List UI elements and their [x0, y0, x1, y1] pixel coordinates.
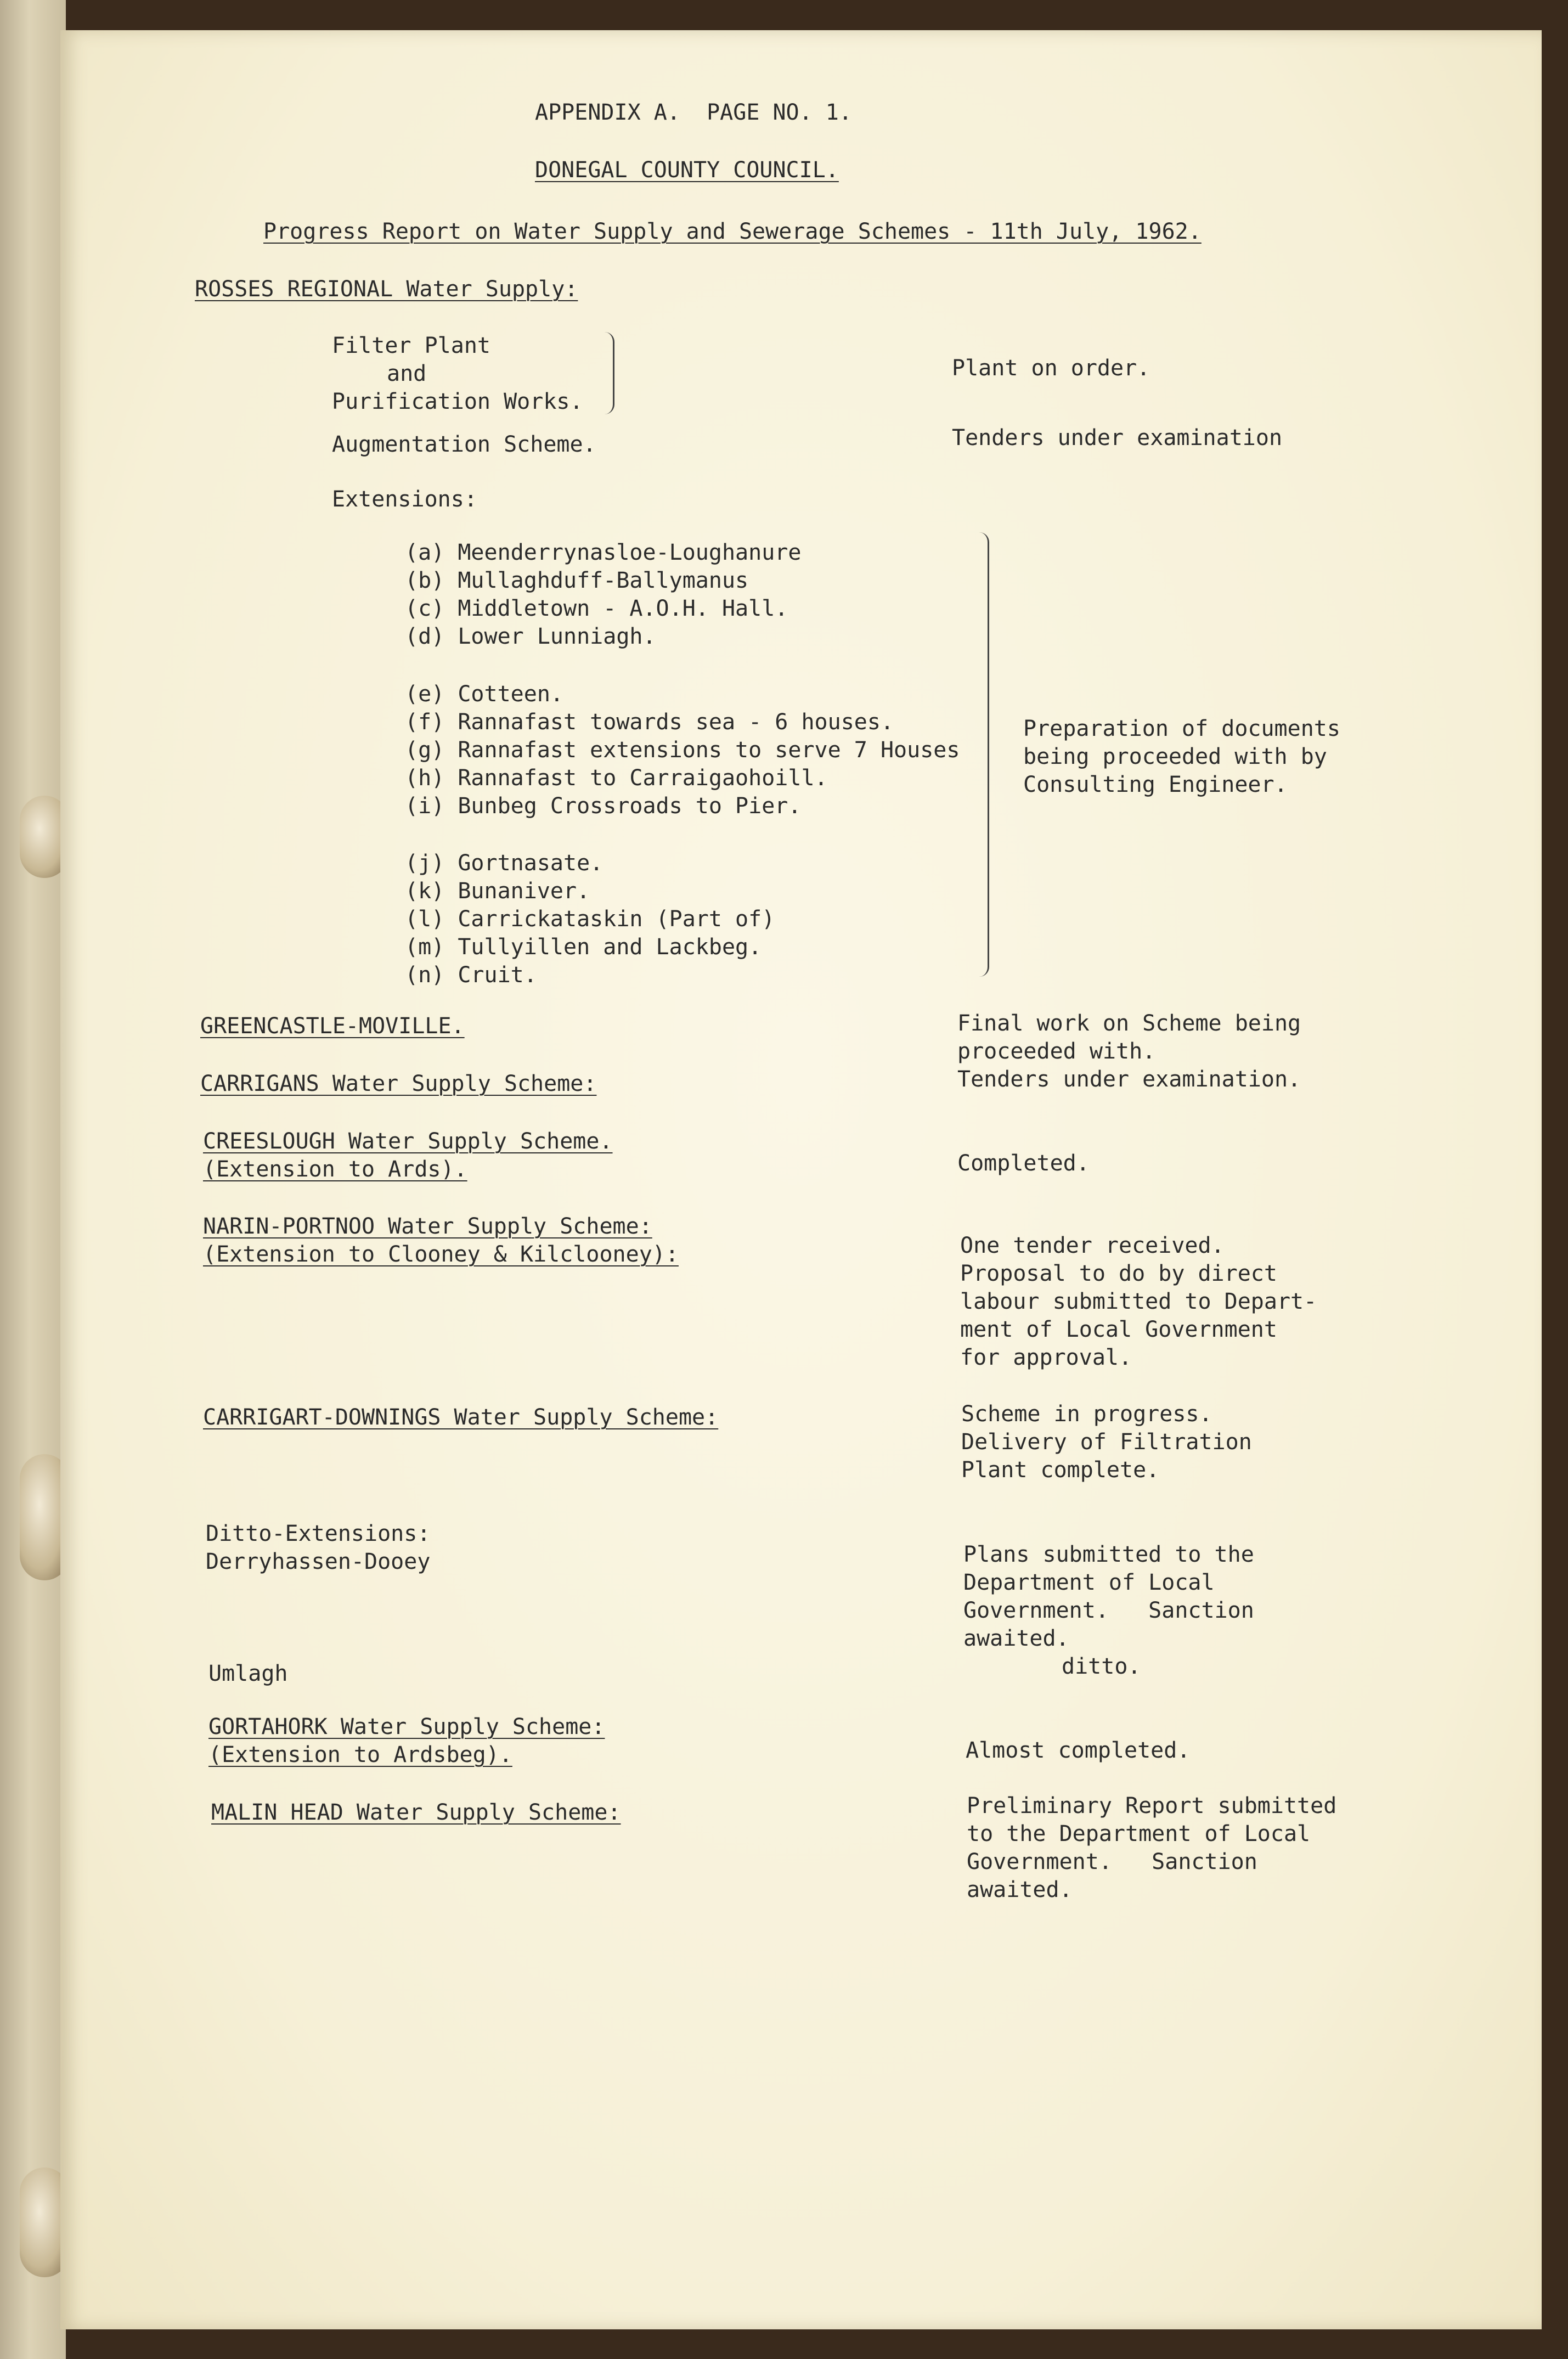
scheme-status-line: Tenders under examination. — [957, 1067, 1301, 1092]
brace — [979, 532, 989, 977]
scheme-name: Umlagh — [208, 1661, 288, 1686]
brace — [605, 332, 614, 414]
scheme-subname: Derryhassen-Dooey — [206, 1549, 431, 1574]
scheme-status-line: Proposal to do by direct — [960, 1261, 1277, 1286]
council-name: DONEGAL COUNTY COUNCIL. — [535, 157, 839, 183]
scheme-status-line: Plant complete. — [961, 1457, 1160, 1483]
augmentation-status: Tenders under examination — [952, 425, 1283, 451]
scheme-status-line: Scheme in progress. — [961, 1401, 1212, 1427]
scheme-status-line: ditto. — [1062, 1654, 1141, 1679]
scheme-name: CARRIGANS Water Supply Scheme: — [200, 1071, 597, 1096]
extensions-heading: Extensions: — [332, 487, 477, 512]
scheme-status-line: Preliminary Report submitted — [967, 1793, 1337, 1818]
scheme-name: MALIN HEAD Water Supply Scheme: — [211, 1800, 621, 1825]
scheme-status-line: Plans submitted to the — [963, 1542, 1254, 1567]
augmentation-scheme-label: Augmentation Scheme. — [332, 432, 596, 457]
filter-and-label: and — [387, 361, 427, 386]
scheme-subname: (Extension to Clooney & Kilclooney): — [203, 1242, 679, 1267]
extension-item: (n) Cruit. — [405, 962, 537, 988]
scheme-status-line: to the Department of Local — [967, 1821, 1311, 1846]
extension-item: (f) Rannafast towards sea - 6 houses. — [405, 710, 894, 735]
filter-plant-label: Filter Plant — [332, 333, 490, 358]
extension-item: (e) Cotteen. — [405, 682, 563, 707]
extension-item: (m) Tullyillen and Lackbeg. — [405, 934, 762, 960]
scheme-status-line: Government. Sanction — [967, 1849, 1257, 1874]
scheme-status-line: Government. Sanction — [963, 1598, 1254, 1623]
scheme-subname: (Extension to Ards). — [203, 1157, 467, 1182]
scheme-name: GORTAHORK Water Supply Scheme: — [208, 1714, 605, 1739]
scheme-status-line: Almost completed. — [966, 1738, 1191, 1763]
binder-edge — [0, 0, 66, 2359]
scheme-status-line: labour submitted to Depart- — [960, 1289, 1317, 1314]
scheme-status-line: Final work on Scheme being — [957, 1011, 1301, 1036]
extensions-status-line: being proceeded with by — [1023, 744, 1327, 769]
extension-item: (a) Meenderrynasloe-Loughanure — [405, 540, 802, 565]
extension-item: (g) Rannafast extensions to serve 7 Houses — [405, 737, 960, 763]
extension-item: (k) Bunaniver. — [405, 879, 590, 904]
scheme-status-line: ment of Local Government — [960, 1317, 1277, 1342]
appendix-label: APPENDIX A. PAGE NO. 1. — [535, 100, 852, 125]
report-title: Progress Report on Water Supply and Sewerage Schemes - 11th July, 1962. — [263, 219, 1202, 244]
scheme-name: CREESLOUGH Water Supply Scheme. — [203, 1129, 613, 1154]
scheme-status-line: for approval. — [960, 1345, 1132, 1370]
scheme-status-line: awaited. — [967, 1877, 1073, 1902]
scheme-name: CARRIGART-DOWNINGS Water Supply Scheme: — [203, 1405, 719, 1430]
scheme-status-line: awaited. — [963, 1626, 1069, 1651]
scheme-status-line: One tender received. — [960, 1233, 1225, 1258]
extension-item: (c) Middletown - A.O.H. Hall. — [405, 596, 788, 621]
scheme-status-line: proceeded with. — [957, 1039, 1156, 1064]
scheme-status-line: Delivery of Filtration — [961, 1429, 1252, 1455]
filter-plant-status: Plant on order. — [952, 356, 1150, 381]
rosses-heading: ROSSES REGIONAL Water Supply: — [195, 277, 578, 302]
scheme-status-line: Department of Local — [963, 1570, 1215, 1595]
extension-item: (b) Mullaghduff-Ballymanus — [405, 568, 749, 593]
extensions-status-line: Consulting Engineer. — [1023, 772, 1288, 797]
scheme-name: GREENCASTLE-MOVILLE. — [200, 1014, 465, 1039]
extension-item: (d) Lower Lunniagh. — [405, 624, 656, 649]
extensions-status-line: Preparation of documents — [1023, 716, 1340, 741]
scheme-name: Ditto-Extensions: — [206, 1521, 431, 1546]
extension-item: (h) Rannafast to Carraigaohoill. — [405, 765, 828, 791]
scheme-subname: (Extension to Ardsbeg). — [208, 1742, 512, 1767]
extension-item: (l) Carrickataskin (Part of) — [405, 907, 775, 932]
extension-item: (i) Bunbeg Crossroads to Pier. — [405, 793, 802, 819]
extension-item: (j) Gortnasate. — [405, 851, 603, 876]
purification-works-label: Purification Works. — [332, 389, 583, 414]
scheme-status-line: Completed. — [957, 1151, 1090, 1176]
scheme-name: NARIN-PORTNOO Water Supply Scheme: — [203, 1214, 652, 1239]
